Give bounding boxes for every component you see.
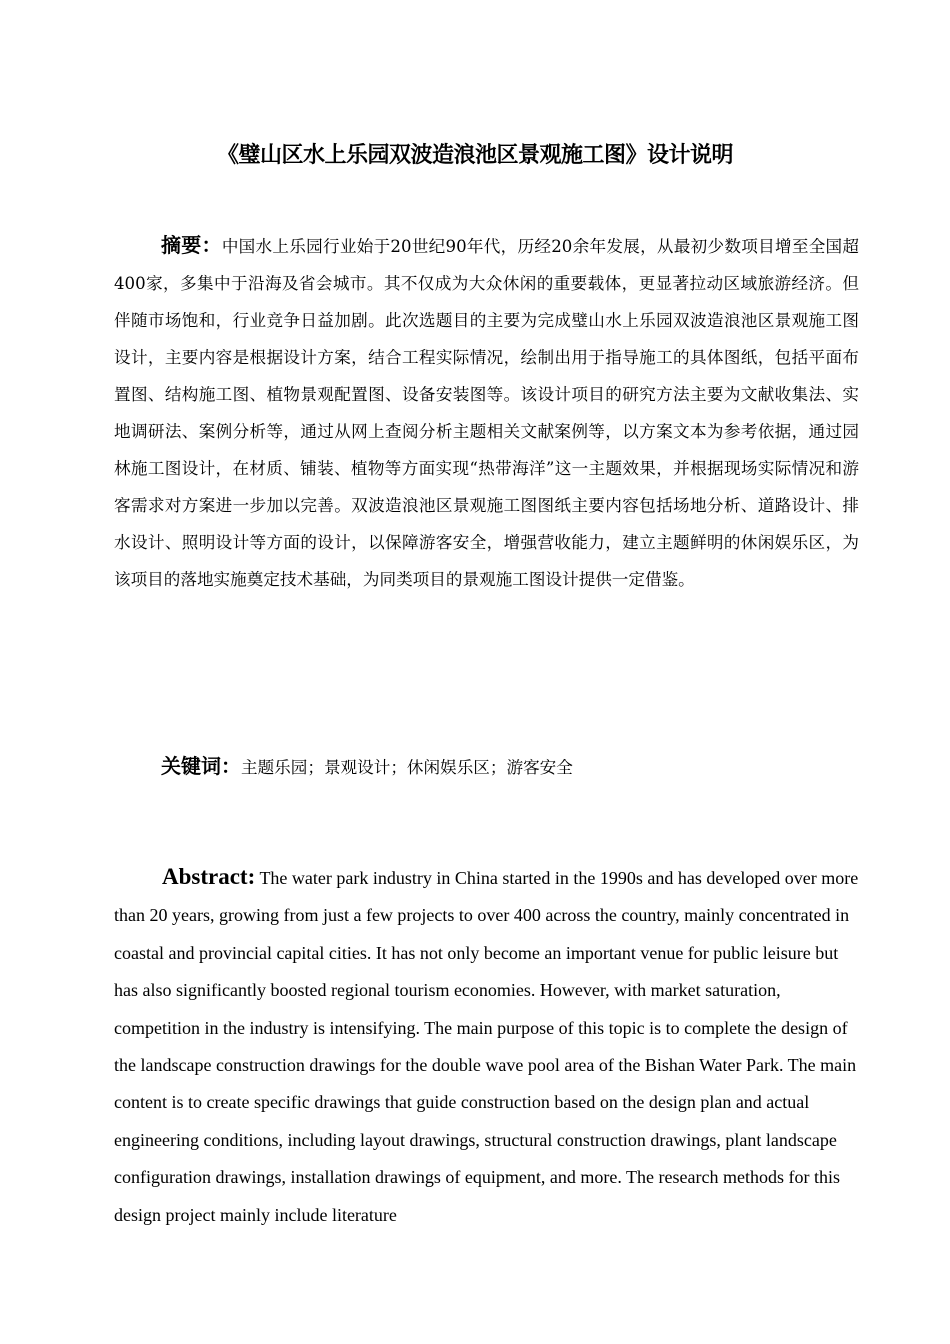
document-title: 《璧山区水上乐园双波造浪池区景观施工图》设计说明 [216, 143, 733, 168]
english-abstract-label: Abstract: [162, 864, 256, 889]
english-abstract [114, 858, 860, 1234]
chinese-keywords [114, 748, 859, 786]
english-abstract-text: The water park industry in China started in the 1990s and has developed over more than 20 years, growing from just a few projects to over 400 across the country, mainly concentrated in coastal and provincial capital cities. It has not only become an important venue for public leisure but has also significantly boosted regional tourism economies. However, with market saturation, competition in the industry is intensifying. The main purpose of this topic is to complete the design of the landscape construction drawings for the double wave pool area of the Bishan Water Park. The main content is to create specific drawings that guide construction based on the design plan and actual engineering conditions, including layout drawings, structural construction drawings, plant landscape configuration drawings, installation drawings of equipment, and more. The research methods for this design project mainly include literature [114, 868, 859, 1225]
chinese-abstract-label: 摘要： [161, 233, 222, 257]
chinese-keywords-text: 主题乐园；景观设计；休闲娱乐区；游客安全 [241, 758, 573, 777]
chinese-abstract [114, 227, 859, 598]
chinese-abstract-text: 中国水上乐园行业始于20世纪90年代，历经20余年发展，从最初少数项目增至全国超400家，多集中于沿海及省会城市。其不仅成为大众休闲的重要载体，更显著拉动区域旅游经济。但伴随市场饱和，行业竞争日益加剧。此次选题目的主要为完成璧山水上乐园双波造浪池区景观施工图设计，主要内容是根据设计方案，结合工程实际情况，绘制出用于指导施工的具体图纸，包括平面布置图、结构施工图、植物景观配置图、设备安装图等。该设计项目的研究方法主要为文献收集法、实地调研法、案例分析等，通过从网上查阅分析主题相关文献案例等，以方案文本为参考依据，通过园林施工图设计，在材质、铺装、植物等方面实现“热带海洋”这一主题效果，并根据现场实际情况和游客需求对方案进一步加以完善。双波造浪池区景观施工图图纸主要内容包括场地分析、道路设计、排水设计、照明设计等方面的设计，以保障游客安全，增强营收能力，建立主题鲜明的休闲娱乐区，为该项目的落地实施奠定技术基础，为同类项目的景观施工图设计提供一定借鉴。 [114, 237, 860, 589]
chinese-keywords-label: 关键词： [161, 754, 241, 778]
